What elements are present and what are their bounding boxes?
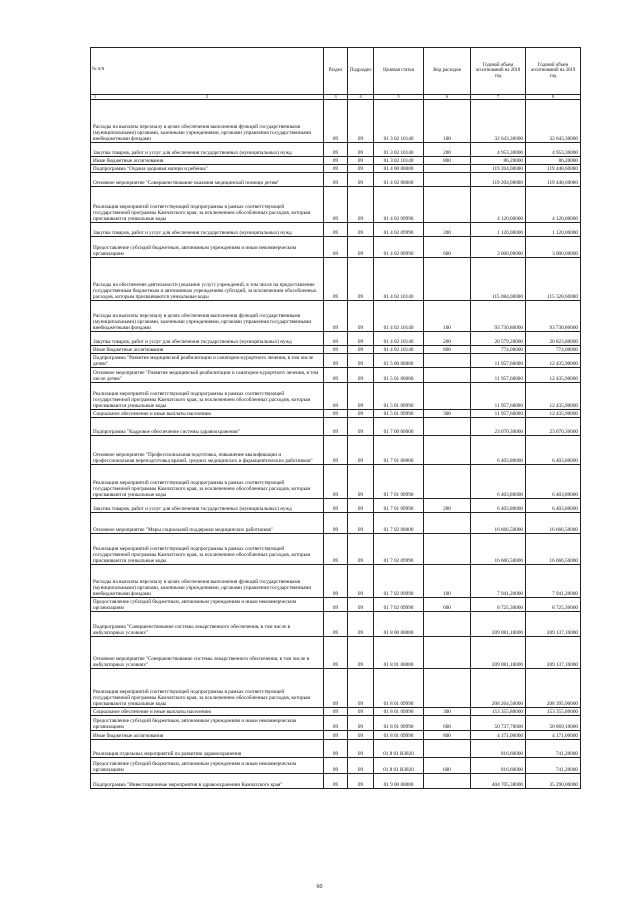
row-amount-2019: 12 435,90000: [526, 383, 581, 410]
row-razdel: 09: [324, 368, 348, 383]
table-row: [91, 346, 581, 354]
row-podrazdel: 09: [348, 758, 374, 774]
row-target-code: 01 7 02 00000: [374, 513, 424, 534]
row-razdel: 09: [324, 301, 348, 332]
column-number: 3: [324, 95, 348, 100]
row-name: Подпрограмма "Охрана здоровья матери и ребенка": [91, 165, 324, 173]
row-podrazdel: 09: [348, 173, 374, 187]
row-name: Предоставление субсидий бюджетным, автономным учреждениям и иным некоммерческим организациям: [91, 758, 324, 774]
row-target-code: 01 4 02 09990: [374, 237, 424, 258]
column-header-target: Целевая статья: [374, 48, 424, 95]
row-razdel: 09: [324, 258, 348, 301]
row-expense-type: 200: [424, 223, 471, 237]
row-target-code: 01 7 02 09990: [374, 534, 424, 565]
row-name: Закупка товаров, работ и услуг для обеспечения государственных (муниципальных) нужд: [91, 332, 324, 346]
row-expense-type: 100: [424, 100, 471, 143]
row-expense-type: [424, 669, 471, 708]
row-podrazdel: 09: [348, 565, 374, 598]
row-expense-type: [424, 612, 471, 637]
row-target-code: 01 4 02 10140: [374, 258, 424, 301]
table-row: [91, 354, 581, 368]
row-amount-2019: 119 448,60000: [526, 165, 581, 173]
row-razdel: 09: [324, 774, 348, 789]
row-amount-2018: 32 643,30000: [471, 100, 526, 143]
row-amount-2019: 208 395,90000: [526, 669, 581, 708]
row-name: Закупка товаров, работ и услуг для обеспечения государственных (муниципальных) нужд: [91, 143, 324, 157]
row-amount-2019: 86,20000: [526, 157, 581, 165]
row-expense-type: 800: [424, 731, 471, 740]
table-row: [91, 223, 581, 237]
row-expense-type: 100: [424, 301, 471, 332]
table-row: [91, 758, 581, 774]
row-razdel: 09: [324, 354, 348, 368]
row-target-code: 01 4 02 10140: [374, 301, 424, 332]
column-header-expense: Вид расходов: [424, 48, 471, 95]
row-amount-2019: 16 666,50000: [526, 513, 581, 534]
row-amount-2019: 20 823,80000: [526, 332, 581, 346]
table-row: [91, 612, 581, 637]
row-name: Закупка товаров, работ и услуг для обеспечения государственных (муниципальных) нужд: [91, 499, 324, 513]
row-amount-2018: 115 084,00000: [471, 258, 526, 301]
row-target-code: 01 4 02 09990: [374, 223, 424, 237]
row-expense-type: [424, 637, 471, 669]
row-expense-type: [424, 436, 471, 465]
row-amount-2019: 32 643,30000: [526, 100, 581, 143]
column-number-1: 1: [94, 94, 97, 99]
row-name: Подпрограмма "Кадровое обеспечение системы здравоохранения": [91, 418, 324, 436]
row-amount-2018: 50 737,70000: [471, 716, 526, 731]
row-amount-2018: 209 081,10000: [471, 612, 526, 637]
row-amount-2019: 119 448,60000: [526, 173, 581, 187]
table-row: [91, 669, 581, 708]
row-razdel: 09: [324, 157, 348, 165]
row-amount-2018: 209 081,10000: [471, 637, 526, 669]
row-razdel: 09: [324, 332, 348, 346]
table-row: [91, 383, 581, 410]
row-razdel: 09: [324, 731, 348, 740]
row-amount-2019: 6 403,80000: [526, 436, 581, 465]
row-amount-2018: 23 070,30000: [471, 418, 526, 436]
row-target-code: 01 3 02 10140: [374, 157, 424, 165]
column-header-name: [91, 48, 324, 95]
row-podrazdel: 09: [348, 383, 374, 410]
column-number: 6: [424, 95, 471, 100]
column-header-number: № п/п: [92, 67, 105, 72]
row-expense-type: 600: [424, 758, 471, 774]
row-expense-type: [424, 258, 471, 301]
row-podrazdel: 09: [348, 223, 374, 237]
row-amount-2018: 1 120,00000: [471, 223, 526, 237]
row-name: Предоставление субсидий бюджетным, автономным учреждениям и иным некоммерческим организациям: [91, 237, 324, 258]
row-name: Иные бюджетные ассигнования: [91, 346, 324, 354]
row-amount-2018: 20 579,20000: [471, 332, 526, 346]
row-target-code: 01 7 00 00000: [374, 418, 424, 436]
row-razdel: 09: [324, 499, 348, 513]
row-target-code: 01 8 01 09990: [374, 716, 424, 731]
row-amount-2019: 12 435,90000: [526, 368, 581, 383]
row-razdel: 09: [324, 237, 348, 258]
row-name: Расходы на выплаты персоналу в целях обеспечения выполнения функций государственными (муниципальными) органами, казенными учреждениями, органами управления государственными внебюджетными фондами: [91, 100, 324, 143]
table-row: [91, 165, 581, 173]
table-row: [91, 258, 581, 301]
row-razdel: 09: [324, 223, 348, 237]
row-amount-2018: 816,60000: [471, 758, 526, 774]
row-amount-2018: 4 120,00000: [471, 187, 526, 223]
row-target-code: 01 8 00 00000: [374, 612, 424, 637]
row-podrazdel: 09: [348, 418, 374, 436]
row-amount-2019: 35 290,00000: [526, 774, 581, 789]
row-podrazdel: 09: [348, 716, 374, 731]
row-name: Расходы на обеспечение деятельности (оказание услуг) учреждений, в том числе на предоставление государственным бюджетным и автономным учреждениям субсидий, за исключением обособленных расходов, которым присваиваются уникальные коды: [91, 258, 324, 301]
row-razdel: 09: [324, 669, 348, 708]
row-podrazdel: 09: [348, 332, 374, 346]
row-razdel: 09: [324, 187, 348, 223]
row-amount-2019: 16 666,50000: [526, 534, 581, 565]
row-amount-2019: 153 355,80000: [526, 708, 581, 716]
table-row: [91, 173, 581, 187]
row-podrazdel: 09: [348, 598, 374, 612]
row-amount-2018: 119 204,00000: [471, 173, 526, 187]
row-expense-type: [424, 354, 471, 368]
table-row: [91, 598, 581, 612]
table-row: [91, 534, 581, 565]
row-expense-type: 200: [424, 332, 471, 346]
row-expense-type: 600: [424, 237, 471, 258]
row-expense-type: 600: [424, 598, 471, 612]
row-amount-2019: 209 137,10000: [526, 637, 581, 669]
table-row: [91, 716, 581, 731]
row-razdel: 09: [324, 143, 348, 157]
column-number: 4: [348, 95, 374, 100]
row-podrazdel: 09: [348, 465, 374, 499]
row-expense-type: 600: [424, 716, 471, 731]
row-name: Предоставление субсидий бюджетным, автономным учреждениям и иным некоммерческим организациям: [91, 598, 324, 612]
row-target-code: 01 7 02 09990: [374, 598, 424, 612]
table-row: [91, 436, 581, 465]
row-podrazdel: 09: [348, 612, 374, 637]
row-expense-type: [424, 740, 471, 758]
row-amount-2019: 741,20000: [526, 740, 581, 758]
row-name: Основное мероприятие "Профессиональная подготовка, повышение квалификации и профессиональная переподготовка врачей, средних медицинских и фармацевтических работников": [91, 436, 324, 465]
table-row: [91, 774, 581, 789]
row-target-code: 01 8 01 09990: [374, 708, 424, 716]
row-amount-2018: 6 403,80000: [471, 465, 526, 499]
table-row: [91, 301, 581, 332]
row-razdel: 09: [324, 708, 348, 716]
row-expense-type: [424, 165, 471, 173]
column-header-2019: Годовой объем ассигнований на 2019 год: [526, 48, 581, 95]
row-expense-type: [424, 534, 471, 565]
row-amount-2019: 1 120,00000: [526, 223, 581, 237]
row-podrazdel: 09: [348, 513, 374, 534]
row-razdel: 09: [324, 565, 348, 598]
row-podrazdel: 09: [348, 499, 374, 513]
row-amount-2018: 6 403,80000: [471, 436, 526, 465]
row-podrazdel: 09: [348, 410, 374, 418]
row-podrazdel: 09: [348, 534, 374, 565]
row-amount-2019: 4 171,00000: [526, 731, 581, 740]
row-target-code: 01 7 01 00000: [374, 436, 424, 465]
budget-sheet: [90, 47, 580, 789]
column-number: 7: [471, 95, 526, 100]
row-razdel: 09: [324, 513, 348, 534]
row-podrazdel: 09: [348, 731, 374, 740]
table-row: [91, 237, 581, 258]
row-amount-2019: 93 730,80000: [526, 301, 581, 332]
table-header-row: [91, 48, 581, 95]
row-podrazdel: 09: [348, 740, 374, 758]
row-name: Подпрограмма "Совершенствование системы лекарственного обеспечения, в том числе в амбулаторных условиях": [91, 612, 324, 637]
row-expense-type: [424, 383, 471, 410]
row-razdel: 09: [324, 173, 348, 187]
row-name: Расходы на выплаты персоналу в целях обеспечения выполнения функций государственными (муниципальными) органами, казенными учреждениями, органами управления государственными внебюджетными фондами: [91, 565, 324, 598]
row-expense-type: [424, 368, 471, 383]
row-name: Иные бюджетные ассигнования: [91, 731, 324, 740]
table-row: [91, 731, 581, 740]
row-name: Закупка товаров, работ и услуг для обеспечения государственных (муниципальных) нужд: [91, 223, 324, 237]
row-podrazdel: 09: [348, 436, 374, 465]
row-target-code: 01 8 01 R3820: [374, 740, 424, 758]
row-amount-2018: 8 725,30000: [471, 598, 526, 612]
row-razdel: 09: [324, 436, 348, 465]
column-header-podrazdel: Подраздел: [348, 48, 374, 95]
row-amount-2019: 23 070,30000: [526, 418, 581, 436]
row-name: Подпрограмма "Развитие медицинской реабилитации и санаторно-курортного лечения, в том числе детям": [91, 354, 324, 368]
row-amount-2018: 3 000,00000: [471, 237, 526, 258]
row-amount-2019: 209 137,10000: [526, 612, 581, 637]
row-podrazdel: 09: [348, 143, 374, 157]
row-expense-type: 800: [424, 157, 471, 165]
column-header-razdel: Раздел: [324, 48, 348, 95]
row-target-code: 01 3 02 10140: [374, 100, 424, 143]
row-podrazdel: 09: [348, 774, 374, 789]
row-amount-2019: 6 403,80000: [526, 499, 581, 513]
row-name: Основное мероприятие "Совершенствование оказания медицинской помощи детям": [91, 173, 324, 187]
row-name: Социальное обеспечение и иные выплаты населению: [91, 708, 324, 716]
column-number: 5: [374, 95, 424, 100]
row-target-code: 01 7 02 09990: [374, 565, 424, 598]
table-row: [91, 708, 581, 716]
row-target-code: 01 8 01 00000: [374, 637, 424, 669]
row-target-code: 01 8 01 09990: [374, 669, 424, 708]
table-row: [91, 418, 581, 436]
row-podrazdel: 09: [348, 165, 374, 173]
row-expense-type: 200: [424, 499, 471, 513]
row-podrazdel: 09: [348, 187, 374, 223]
table-row: [91, 157, 581, 165]
row-target-code: 01 4 02 10140: [374, 346, 424, 354]
row-amount-2018: 11 957,60000: [471, 410, 526, 418]
row-razdel: 09: [324, 410, 348, 418]
row-name: Основное мероприятие "Меры социальной поддержки медицинских работников": [91, 513, 324, 534]
row-name: Иные бюджетные ассигнования: [91, 157, 324, 165]
row-amount-2018: 11 957,60000: [471, 383, 526, 410]
row-expense-type: [424, 187, 471, 223]
row-name: Реализация мероприятий соответствующей подпрограммы в рамках соответствующей государственной программы Камчатского края, за исключением обособленных расходов, которым присваиваются уникальные коды: [91, 383, 324, 410]
row-expense-type: 100: [424, 565, 471, 598]
row-amount-2018: 93 730,80000: [471, 301, 526, 332]
row-name: Реализация мероприятий соответствующей подпрограммы в рамках соответствующей государственной программы Камчатского края, за исключением обособленных расходов, которым присваиваются уникальные коды: [91, 187, 324, 223]
row-expense-type: [424, 513, 471, 534]
row-amount-2019: 50 869,10000: [526, 716, 581, 731]
row-name: Реализация отдельных мероприятий по развитию здравоохранения: [91, 740, 324, 758]
row-amount-2019: 115 328,60000: [526, 258, 581, 301]
row-amount-2018: 11 957,60000: [471, 368, 526, 383]
table-row: [91, 565, 581, 598]
table-row: [91, 332, 581, 346]
row-amount-2018: 119 204,00000: [471, 165, 526, 173]
row-amount-2019: 7 941,20000: [526, 565, 581, 598]
row-podrazdel: 09: [348, 258, 374, 301]
row-razdel: 09: [324, 383, 348, 410]
row-amount-2019: 6 403,80000: [526, 465, 581, 499]
row-razdel: 09: [324, 165, 348, 173]
row-target-code: 01 5 01 09990: [374, 383, 424, 410]
row-amount-2018: 4 171,00000: [471, 731, 526, 740]
row-razdel: 09: [324, 346, 348, 354]
row-target-code: 01 8 01 09990: [374, 731, 424, 740]
row-expense-type: 200: [424, 143, 471, 157]
row-podrazdel: 09: [348, 669, 374, 708]
table-row: [91, 143, 581, 157]
row-podrazdel: 09: [348, 354, 374, 368]
row-name: Подпрограмма "Инвестиционные мероприятия в здравоохранении Камчатского края": [91, 774, 324, 789]
row-target-code: 01 7 01 09990: [374, 465, 424, 499]
row-name: Предоставление субсидий бюджетным, автономным учреждениям и иным некоммерческим организациям: [91, 716, 324, 731]
row-amount-2018: 208 264,50000: [471, 669, 526, 708]
row-podrazdel: 09: [348, 346, 374, 354]
row-podrazdel: 09: [348, 368, 374, 383]
row-amount-2019: 12 435,90000: [526, 354, 581, 368]
row-razdel: 09: [324, 637, 348, 669]
row-amount-2019: 4 120,00000: [526, 187, 581, 223]
row-expense-type: [424, 774, 471, 789]
row-podrazdel: 09: [348, 157, 374, 165]
row-amount-2018: 86,20000: [471, 157, 526, 165]
table-row: [91, 368, 581, 383]
row-razdel: 09: [324, 758, 348, 774]
row-amount-2019: 4 953,30000: [526, 143, 581, 157]
row-amount-2019: 3 000,00000: [526, 237, 581, 258]
table-row: [91, 740, 581, 758]
row-razdel: 09: [324, 465, 348, 499]
row-expense-type: [424, 418, 471, 436]
table-row: [91, 513, 581, 534]
row-amount-2019: 12 435,90000: [526, 410, 581, 418]
row-amount-2018: 774,00000: [471, 346, 526, 354]
row-podrazdel: 09: [348, 301, 374, 332]
row-razdel: 09: [324, 418, 348, 436]
row-podrazdel: 09: [348, 237, 374, 258]
table-row: [91, 637, 581, 669]
row-razdel: 09: [324, 534, 348, 565]
row-target-code: 01 9 00 00000: [374, 774, 424, 789]
row-amount-2018: 6 403,80000: [471, 499, 526, 513]
row-target-code: 01 5 00 00000: [374, 354, 424, 368]
table-row: [91, 100, 581, 143]
row-amount-2018: 4 953,30000: [471, 143, 526, 157]
row-amount-2018: 153 355,80000: [471, 708, 526, 716]
row-target-code: 01 7 01 09990: [374, 499, 424, 513]
row-amount-2019: 741,20000: [526, 758, 581, 774]
table-row: [91, 499, 581, 513]
table-row: [91, 187, 581, 223]
row-amount-2018: 16 666,50000: [471, 534, 526, 565]
row-name: Основное мероприятие "Развитие медицинской реабилитации и санаторно-курортного лечения, в том числе детям": [91, 368, 324, 383]
row-razdel: 09: [324, 100, 348, 143]
row-amount-2018: 404 705,38000: [471, 774, 526, 789]
row-target-code: 01 3 02 10140: [374, 143, 424, 157]
row-target-code: 01 4 02 10140: [374, 332, 424, 346]
row-expense-type: 300: [424, 410, 471, 418]
row-podrazdel: 09: [348, 100, 374, 143]
row-target-code: 01 4 02 00000: [374, 173, 424, 187]
row-razdel: 09: [324, 716, 348, 731]
row-razdel: 09: [324, 740, 348, 758]
row-podrazdel: 09: [348, 637, 374, 669]
column-number: 8: [526, 95, 581, 100]
row-expense-type: [424, 465, 471, 499]
row-target-code: 01 4 02 09990: [374, 187, 424, 223]
row-name: Реализация мероприятий соответствующей подпрограммы в рамках соответствующей государственной программы Камчатского края, за исключением обособленных расходов, которым присваиваются уникальные коды: [91, 534, 324, 565]
column-header-2018: Годовой объем ассигнований на 2018 год: [471, 48, 526, 95]
row-name: Социальное обеспечение и иные выплаты населению: [91, 410, 324, 418]
row-name: Реализация мероприятий соответствующей подпрограммы в рамках соответствующей государственной программы Камчатского края, за исключением обособленных расходов, которым присваиваются уникальные коды: [91, 669, 324, 708]
row-target-code: 01 5 01 00000: [374, 368, 424, 383]
row-amount-2018: 7 941,20000: [471, 565, 526, 598]
table-row: [91, 465, 581, 499]
row-amount-2018: 816,60000: [471, 740, 526, 758]
table-row: [91, 410, 581, 418]
row-amount-2018: 16 666,50000: [471, 513, 526, 534]
column-number: 2: [91, 95, 324, 100]
page-number: 60: [316, 884, 323, 890]
row-target-code: 01 8 01 R3820: [374, 758, 424, 774]
row-target-code: 01 4 00 00000: [374, 165, 424, 173]
row-podrazdel: 09: [348, 708, 374, 716]
row-name: Расходы на выплаты персоналу в целях обеспечения выполнения функций государственными (муниципальными) органами, казенными учреждениями, органами управления государственными внебюджетными фондами: [91, 301, 324, 332]
row-name: Основное мероприятие "Совершенствование системы лекарственного обеспечения, в том числе в амбулаторных условиях": [91, 637, 324, 669]
row-amount-2018: 11 957,60000: [471, 354, 526, 368]
row-razdel: 09: [324, 598, 348, 612]
budget-table: [90, 47, 581, 789]
row-amount-2019: 8 725,30000: [526, 598, 581, 612]
row-name: Реализация мероприятий соответствующей подпрограммы в рамках соответствующей государственной программы Камчатского края, за исключением обособленных расходов, которым присваиваются уникальные коды: [91, 465, 324, 499]
row-amount-2019: 774,00000: [526, 346, 581, 354]
row-target-code: 01 5 01 09990: [374, 410, 424, 418]
row-expense-type: [424, 173, 471, 187]
row-razdel: 09: [324, 612, 348, 637]
row-expense-type: 300: [424, 708, 471, 716]
row-expense-type: 800: [424, 346, 471, 354]
